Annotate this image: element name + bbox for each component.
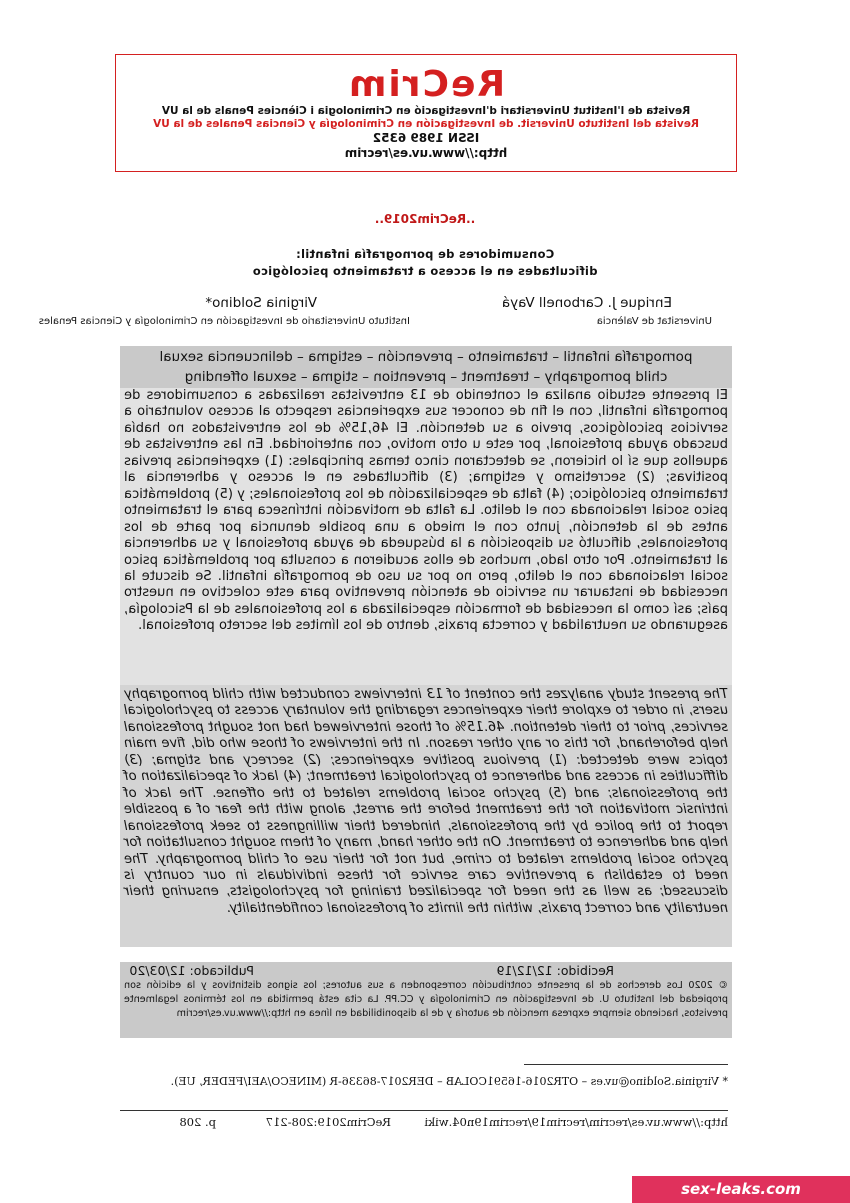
journal-logo-title: ReCrim bbox=[346, 64, 506, 105]
keywords-english: child pornography – treatment – prevention – stigma – sexual offending bbox=[184, 369, 668, 385]
copyright-notice: © 2020 Los derechos de la presente contribución corresponden a sus autores; los signos distintivos y la edición son propiedad del Instituto U. de Investigación en Criminología y CC.PP. La cita está permitida en los términos legalmente previstos, haciendo siempre expresa mención de autoría y de la disponibilidad en línea en http://www.uv.es/recrim bbox=[120, 979, 732, 1038]
journal-header bbox=[115, 54, 737, 172]
journal-subtitle-spanish: Revista del Instituto Universit. de Investigación en Criminología y Ciencias Penales de la UV bbox=[153, 118, 699, 130]
footer-divider bbox=[120, 1110, 728, 1111]
author-name-1: Virginia Soldino* bbox=[205, 295, 317, 311]
journal-url-link[interactable]: http://www.uv.es/recrim bbox=[344, 146, 508, 160]
article-title bbox=[0, 246, 850, 280]
article-title-line-2: dificultades en el acceso a tratamiento psicológico bbox=[252, 264, 598, 278]
abstract-english: The present study analyzes the content of 13 interviews conducted with child pornography users, in order to explore their experiences regarding the voluntary access to psychological services, prior to their detention. 46.15% of those interviewed had not sought professional help beforehand, for this or any other reason. In the interviews of those who did, five main topics were detected: (1) previous positive experiences; (2) secrecy and stigma; (3) difficulties in access and adherence to psychological treatment; (4) lack of specialization of the professionals; and (5) psycho social problems related to the offense. The lack of intrinsic motivation for the treatment before the arrest, along with the fear of a possible report to the police by the professionals, hindered their willingness to seek professional help and adherence to treatment. On the other hand, many of them sought consultation for psycho social problems related to crime, but not for their use of child pornography. The need to establish a preventive care service for these individuals in our country is discussed; as well as the need for specialized training for psychologists, ensuring their neutrality and correct praxis, within the limits of professional confidentiality. bbox=[120, 685, 732, 947]
author-affiliation-2: Universitat de València bbox=[596, 316, 712, 327]
abstract-spanish: El presente estudio analiza el contenido de 13 entrevistas realizadas a consumidores de pornografía infantil, con el fin de conocer sus experiencias respecto al acceso voluntario a servicios psicológicos, previo a su detención. El 46,15% de los entrevistados no había buscado ayuda profesional, por este u otro motivo, con anterioridad. En las entrevistas de aquellos que sí lo hicieron, se detectaron cinco temas principales: (1) experiencias previas positivas; (2) secretismo y estigma; (3) dificultades en el acceso y adherencia al tratamiento psicológico; (4) falta de especialización de los profesionales; y (5) problemática psico social relacionada con el delito. La falta de motivación intrínseca para el tratamiento antes de la detención, junto con el miedo a una posible denuncia por parte de los profesionales, dificultó su disposición a la búsqueda de ayuda profesional y su adherencia al tratamiento. Por otro lado, muchos de ellos acudieron a consulta por problemática psico social relacionada con el delito, pero no por su uso de pornografía infantil. Se discute la necesidad de instaurar un servicio de atención preventivo para este colectivo en nuestro país; así como la necesidad de formación especializada a los profesionales de la Psicología, asegurando su neutralidad y correcta praxis, dentro de los límites del secreto profesional. bbox=[120, 388, 732, 685]
watermark-badge: sex-leaks.com bbox=[632, 1176, 850, 1203]
received-date: Recibido: 12/12/19 bbox=[496, 963, 614, 978]
footnote-divider bbox=[524, 1064, 728, 1065]
dates-row bbox=[120, 962, 732, 979]
keywords-spanish: pornografía infantil – tratamiento – prevención – estigma – delincuencia sexual bbox=[159, 349, 693, 365]
journal-issn: ISSN 1989 6352 bbox=[372, 131, 480, 145]
issue-label: ..ReCrim2019.. bbox=[374, 212, 476, 226]
keywords-box bbox=[120, 346, 732, 389]
author-name-2: Enrique J. Carbonell Vayá bbox=[501, 295, 672, 311]
footer-page-number: p. 208 bbox=[179, 1115, 216, 1129]
article-title-line-1: Consumidores de pornografía infantil: bbox=[295, 247, 555, 261]
footer-url-link[interactable]: http://www.uv.es/recrim/recrim19/recrim19n04.wiki bbox=[424, 1115, 728, 1129]
author-footnote: * Virginia.Soldino@uv.es – OTR2016-16591COLAB – DER2017-86336-R (MINECO/AEI/FEDER, UE). bbox=[170, 1075, 728, 1088]
footer-issue-reference: ReCrim2019:208-217 bbox=[265, 1115, 391, 1129]
author-affiliation-1: Instituto Universitario de Investigación en Criminología y Ciencias Penales bbox=[38, 316, 410, 327]
journal-subtitle-valencian: Revista de l'Institut Universitari d'Investigació en Criminologia i Ciències Penals de la UV bbox=[161, 105, 691, 117]
published-date: Publicado: 12/03/20 bbox=[129, 963, 254, 978]
